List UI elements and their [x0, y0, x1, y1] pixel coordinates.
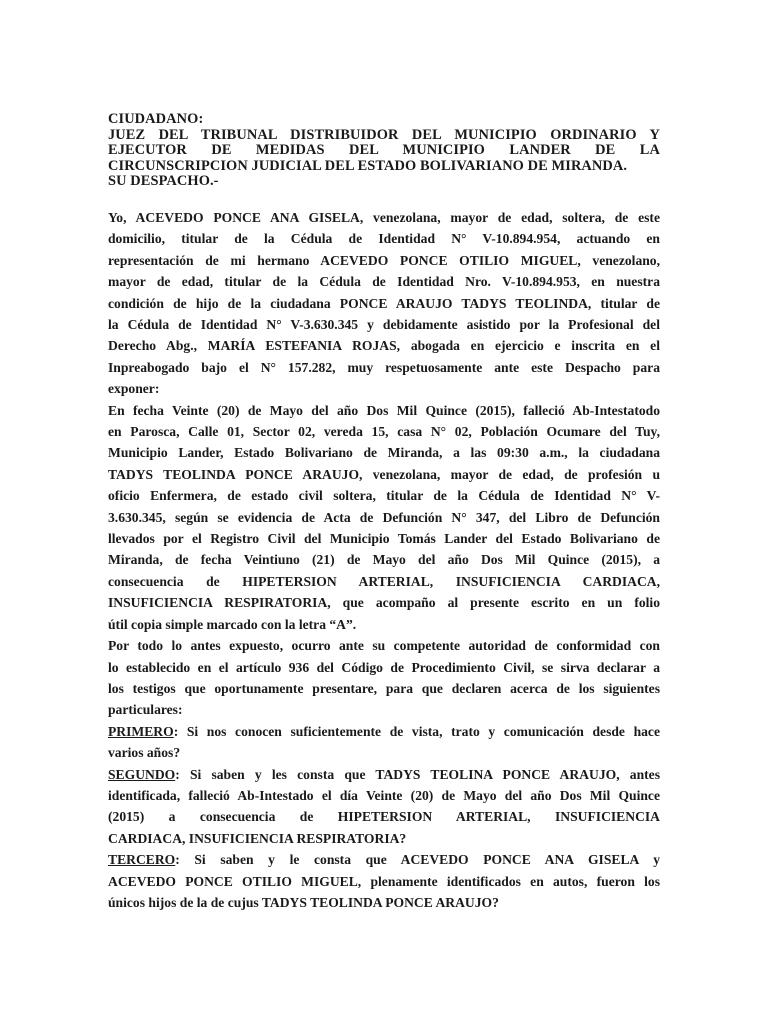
header-line: CIRCUNSCRIPCION JUDICIAL DEL ESTADO BOLIVARIANO DE MIRANDA. [108, 157, 628, 174]
text-line: Derecho Abg., MARÍA ESTEFANIA ROJAS, abogada en ejercicio e inscrita en el [108, 338, 660, 354]
text-line: exponer: [108, 381, 160, 397]
tercero-text: : Si saben y le consta que ACEVEDO PONCE ANA GISELA y [175, 852, 660, 868]
text-line: domicilio, titular de la Cédula de Identidad N° V-10.894.954, actuando en [108, 231, 660, 247]
header-line: SU DESPACHO.- [108, 173, 219, 190]
text-line: en Parosca, Calle 01, Sector 02, vereda 15, casa N° 02, Población Ocumare del Tuy, [108, 424, 660, 440]
text-line: CARDIACA, INSUFICIENCIA RESPIRATORIA? [108, 830, 407, 846]
text-line: lo establecido en el artículo 936 del Código de Procedimiento Civil, se sirva declarar a [108, 659, 660, 675]
segundo-label: SEGUNDO [108, 766, 176, 782]
text-line [108, 764, 660, 785]
text-line: ACEVEDO PONCE OTILIO MIGUEL, plenamente identificados en autos, fueron los [108, 873, 660, 889]
tercero-paragraph [108, 849, 660, 913]
text-line: identificada, falleció Ab-Intestado el día Veinte (20) de Mayo del año Dos Mil Quince [108, 787, 660, 803]
facts-paragraph [108, 400, 660, 635]
text-line: Por todo lo antes expuesto, ocurro ante su competente autoridad de conformidad con [108, 638, 660, 654]
text-line: consecuencia de HIPETERSION ARTERIAL, INSUFICIENCIA CARDIACA, [108, 573, 660, 589]
primero-label: PRIMERO [108, 723, 174, 739]
text-line: Miranda, de fecha Veintiuno (21) de Mayo del año Dos Mil Quince (2015), a [108, 552, 660, 568]
header-line: CIUDADANO: [108, 111, 204, 127]
text-line: la Cédula de Identidad N° V-3.630.345 y debidamente asistido por la Profesional del [108, 317, 660, 332]
text-line: mayor de edad, titular de la Cédula de Identidad Nro. V-10.894.953, en nuestra [108, 274, 660, 290]
text-line: (2015) a consecuencia de HIPETERSION ARTERIAL, INSUFICIENCIA [108, 809, 660, 825]
request-paragraph [108, 635, 660, 721]
text-line: llevados por el Registro Civil del Municipio Tomás Lander del Estado Bolivariano de [108, 531, 660, 547]
text-line: varios años? [108, 745, 181, 761]
segundo-paragraph [108, 764, 660, 850]
text-line: únicos hijos de la de cujus TADYS TEOLINDA PONCE ARAUJO? [108, 894, 499, 910]
text-line: En fecha Veinte (20) de Mayo del año Dos Mil Quince (2015), falleció Ab-Intestatodo [108, 402, 660, 418]
text-line: útil copia simple marcado con la letra “A”. [108, 616, 357, 632]
intro-paragraph [108, 207, 660, 400]
text-line: los testigos que oportunamente presentare, para que declaren acerca de los siguientes [108, 680, 660, 696]
text-line: Inpreabogado bajo el N° 157.282, muy respetuosamente ante este Despacho para [108, 359, 660, 375]
text-line: representación de mi hermano ACEVEDO PONCE OTILIO MIGUEL, venezolano, [108, 252, 660, 268]
header-line: JUEZ DEL TRIBUNAL DISTRIBUIDOR DEL MUNICIPIO ORDINARIO Y [108, 126, 660, 143]
text-line: Yo, ACEVEDO PONCE ANA GISELA, venezolana, mayor de edad, soltera, de este [108, 209, 660, 225]
document-body [108, 207, 660, 913]
text-line [108, 849, 660, 870]
text-line: particulares: [108, 702, 183, 718]
text-line: Municipio Lander, Estado Bolivariano de Miranda, a las 09:30 a.m., la ciudadana [108, 445, 660, 461]
primero-text: : Si nos conocen suficientemente de vista, trato y comunicación desde hace [173, 723, 660, 739]
document-page [108, 112, 660, 913]
text-line: 3.630.345, según se evidencia de Acta de Defunción N° 347, del Libro de Defunción [108, 509, 660, 525]
text-line: condición de hijo de la ciudadana PONCE ARAUJO TADYS TEOLINDA, titular de [108, 295, 660, 311]
text-line: oficio Enfermera, de estado civil soltera, titular de la Cédula de Identidad N° V- [108, 488, 660, 504]
primero-paragraph [108, 721, 660, 764]
text-line: INSUFICIENCIA RESPIRATORIA, que acompaño al presente escrito en un folio [108, 595, 660, 611]
segundo-text: : Si saben y les consta que TADYS TEOLINA PONCE ARAUJO, antes [175, 766, 660, 782]
header-line: EJECUTOR DE MEDIDAS DEL MUNICIPIO LANDER DE LA [108, 142, 660, 159]
addressee-header [108, 112, 660, 190]
text-line [108, 721, 660, 742]
text-line: TADYS TEOLINDA PONCE ARAUJO, venezolana, mayor de edad, de profesión u [108, 466, 660, 482]
tercero-label: TERCERO [108, 852, 176, 868]
